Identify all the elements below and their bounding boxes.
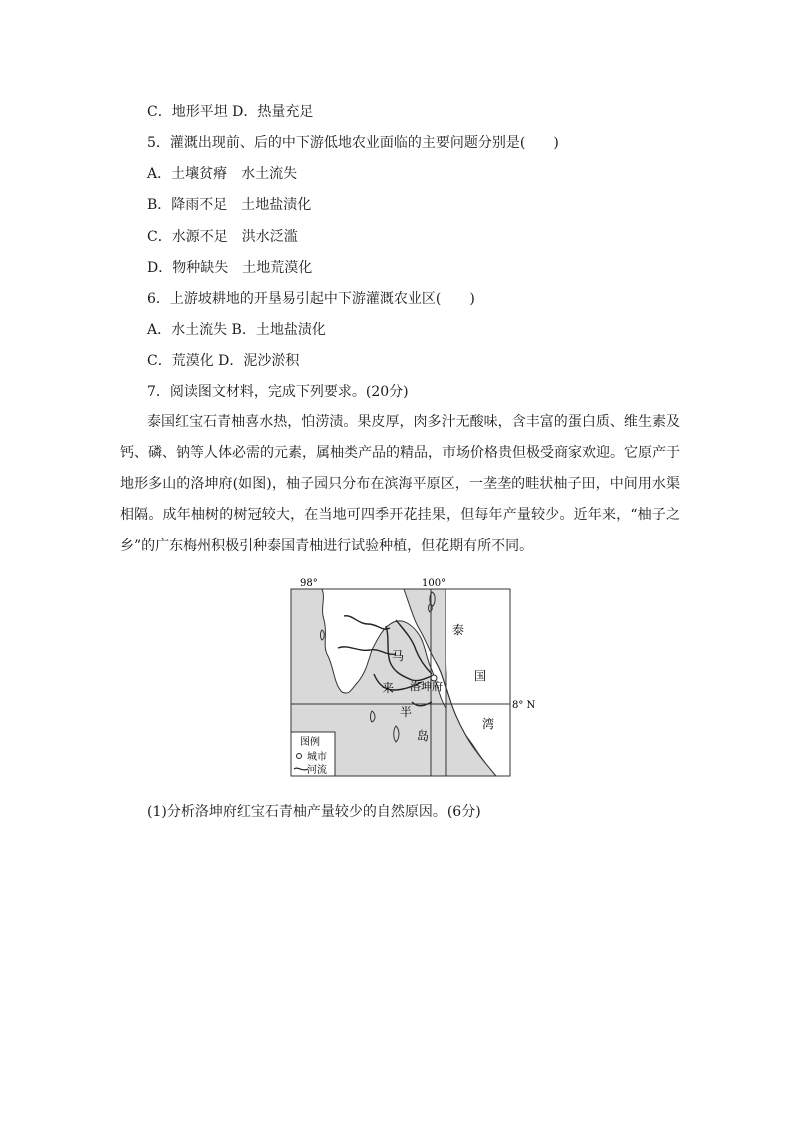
map-label-lai: 来: [382, 681, 395, 695]
map-lon-98: 98°: [300, 578, 318, 589]
q6-options-cd: C．荒漠化 D．泥沙淤积: [147, 353, 300, 369]
map-lon-100: 100°: [422, 578, 447, 589]
map-label-ban: 半: [400, 705, 413, 719]
map-label-tai: 泰: [452, 623, 465, 637]
map-label-guo: 国: [474, 669, 487, 683]
q5-option-d: D．物种缺失 土地荒漠化: [147, 260, 313, 276]
map-label-city: 洛坤府: [410, 680, 443, 693]
map-label-wan: 湾: [482, 717, 495, 731]
q7-sub1: (1)分析洛坤府红宝石青柚产量较少的自然原因。(6分): [147, 804, 481, 820]
map-island: [429, 604, 433, 612]
map-legend-river: 河流: [307, 765, 327, 776]
map-legend-title: 图例: [300, 737, 320, 748]
q5-option-b: B．降雨不足 土地盐渍化: [147, 197, 312, 213]
map-island: [394, 726, 399, 742]
q6-options-ab: A．水土流失 B．土地盐渍化: [147, 322, 326, 338]
q5-option-a: A．土壤贫瘠 水土流失: [147, 166, 298, 182]
q7-stem: 7．阅读图文材料，完成下列要求。(20分): [147, 384, 409, 400]
q4-options-cd: C．地形平坦 D．热量充足: [147, 104, 314, 120]
q5-option-c: C．水源不足 洪水泛滥: [147, 229, 298, 245]
nakhon-map: [286, 576, 536, 781]
map-label-dao: 岛: [417, 729, 430, 743]
map-lat-8n: 8° N: [512, 700, 536, 711]
map-legend-city-icon: [297, 754, 302, 759]
q6-stem: 6．上游坡耕地的开垦易引起中下游灌溉农业区( ): [147, 291, 475, 307]
map-label-ma: 马: [392, 649, 405, 663]
q5-stem: 5．灌溉出现前、后的中下游低地农业面临的主要问题分别是( ): [147, 135, 559, 151]
map-island: [321, 630, 325, 640]
q7-passage: 泰国红宝石青柚喜水热，怕涝渍。果皮厚，肉多汁无酸味，含丰富的蛋白质、维生素及钙、磷、钠等人体必需的元素，属柚类产品的精品，市场价格贵但极受商家欢迎。它原产于地形多山的洛坤府(如图)，柚子园只分布在滨海平原区，一垄垄的畦状柚子田，中间用水渠相隔。成年柚树的树冠较大，在当地可四季开花挂果，但每年产量较少。近年来，“柚子之乡”的广东梅州积极引种泰国青柚进行试验种植，但花期有所不同。: [120, 414, 680, 554]
map-legend-city: 城市: [307, 752, 327, 763]
